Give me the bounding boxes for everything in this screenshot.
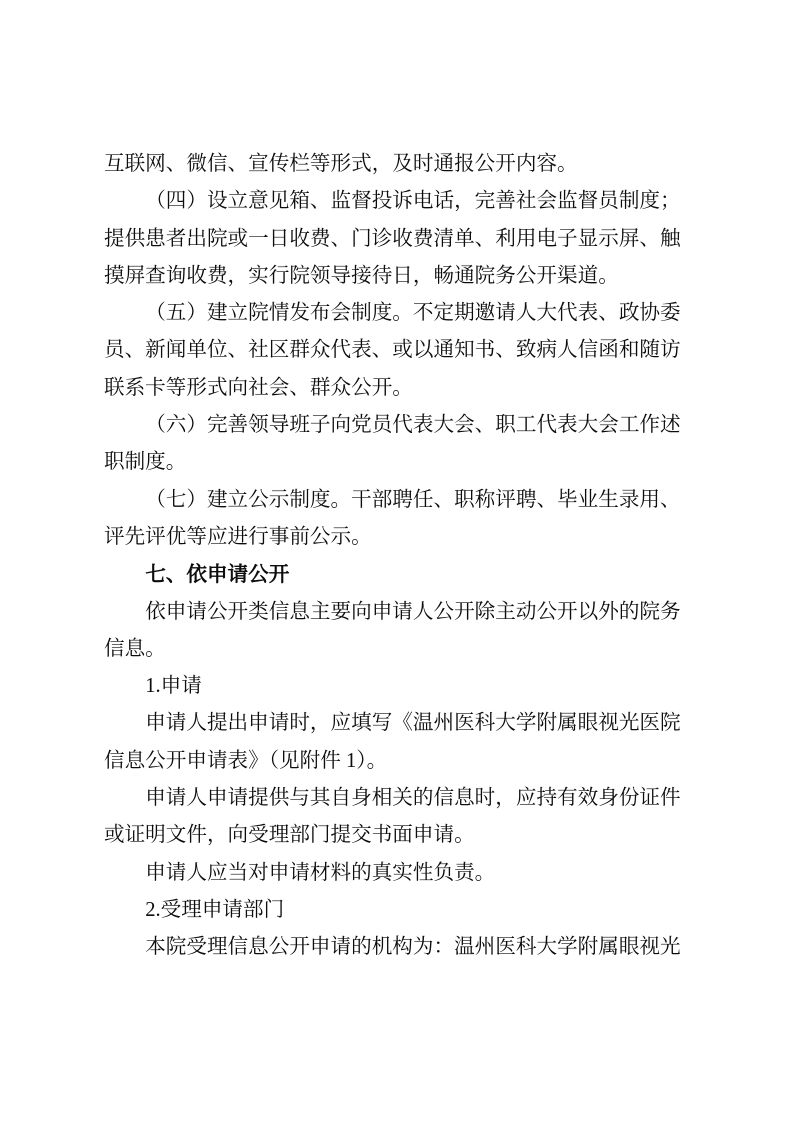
text-line: 评先评优等应进行事前公示。	[104, 525, 372, 548]
text-line: 摸屏查询收费，实行院领导接待日，畅通院务公开渠道。	[104, 264, 619, 287]
text-line: （四）设立意见箱、监督投诉电话，完善社会监督员制度；	[145, 190, 681, 213]
text-line: 信息公开申请表》（见附件 1）。	[104, 749, 388, 772]
section-heading: 七、依申请公开	[145, 563, 290, 587]
text-line: 或证明文件，向受理部门提交书面申请。	[104, 824, 475, 847]
text-line: 提供患者出院或一日收费、门诊收费清单、利用电子显示屏、触	[104, 227, 681, 250]
text-line: 1.申请	[145, 675, 202, 698]
text-line: 本院受理信息公开申请的机构为：温州医科大学附属眼视光	[145, 936, 681, 959]
document-body	[104, 146, 690, 967]
text-line: 信息。	[104, 637, 166, 660]
text-line: 申请人提出申请时，应填写《温州医科大学附属眼视光医院	[145, 712, 681, 735]
text-line: 2.受理申请部门	[145, 898, 285, 921]
text-line: （六）完善领导班子向党员代表大会、职工代表大会工作述	[145, 414, 681, 437]
text-line: 员、新闻单位、社区群众代表、或以通知书、致病人信函和随访	[104, 339, 681, 362]
text-line: 申请人申请提供与其自身相关的信息时，应持有效身份证件	[145, 787, 681, 810]
text-line: 互联网、微信、宣传栏等形式，及时通报公开内容。	[104, 153, 578, 175]
text-line: 联系卡等形式向社会、群众公开。	[104, 376, 413, 399]
text-line: 职制度。	[104, 451, 187, 474]
text-line: 申请人应当对申请材料的真实性负责。	[145, 861, 496, 884]
text-line: （七）建立公示制度。干部聘任、职称评聘、毕业生录用、	[145, 488, 681, 511]
text-line: 依申请公开类信息主要向申请人公开除主动公开以外的院务	[145, 600, 681, 623]
text-line: （五）建立院情发布会制度。不定期邀请人大代表、政协委	[145, 302, 681, 325]
